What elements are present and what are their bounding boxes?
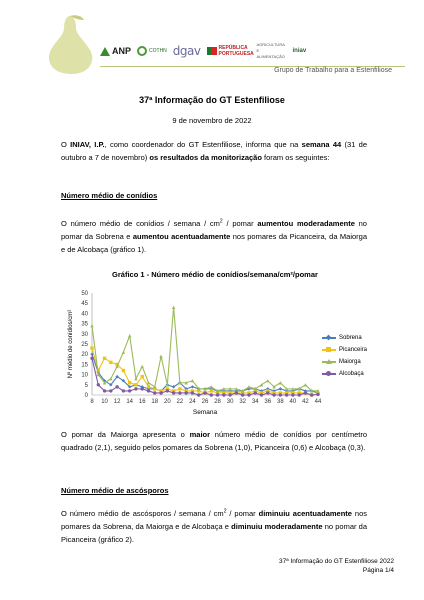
data-point <box>103 389 106 392</box>
conidios-chart <box>60 268 370 418</box>
x-tick-label: 8 <box>90 399 94 405</box>
data-point <box>147 389 150 392</box>
data-point <box>109 389 112 392</box>
data-point <box>97 383 100 386</box>
legend-swatch <box>322 361 336 363</box>
y-tick-label: 0 <box>84 393 88 399</box>
page-header <box>0 0 424 82</box>
series-line-maiorga <box>92 307 318 391</box>
x-tick-label: 22 <box>176 399 184 405</box>
data-point <box>254 391 257 394</box>
data-point <box>103 357 106 360</box>
data-point <box>191 391 194 394</box>
data-point <box>147 381 150 384</box>
republica-portuguesa-logo: REPÚBLICA PORTUGUESA <box>207 45 251 57</box>
agricultura-logo: AGRICULTURA E ALIMENTAÇÃO <box>256 42 285 59</box>
data-point <box>266 391 269 394</box>
data-point <box>203 391 206 394</box>
group-title: Grupo de Trabalho para a Estenfiliose <box>274 67 392 74</box>
data-point <box>291 393 294 396</box>
legend-label: Sobrena <box>339 335 362 341</box>
legend-label: Alcobaça <box>339 371 364 377</box>
data-point <box>216 393 219 396</box>
footer-document-title: 37ª Informação do GT Estenfiliose 2022 <box>278 558 394 565</box>
data-point <box>134 383 137 386</box>
chart-title: Gráfico 1 - Número médio de conídios/semana/cm²/pomar <box>112 270 318 279</box>
x-tick-label: 38 <box>276 399 284 405</box>
legend-swatch <box>322 373 336 375</box>
pear-logo-icon <box>40 14 98 76</box>
section-heading-ascosporos: Número médio de ascósporos <box>61 486 169 495</box>
document-date: 9 de novembro de 2022 <box>172 116 252 125</box>
data-point <box>184 391 187 394</box>
y-tick-label: 5 <box>84 382 88 389</box>
data-point <box>279 393 282 396</box>
data-point <box>115 385 118 388</box>
data-point <box>166 389 169 392</box>
y-tick-label: 35 <box>81 321 88 328</box>
data-point <box>141 365 144 368</box>
x-tick-label: 26 <box>201 399 209 405</box>
data-point <box>147 385 150 388</box>
data-point <box>210 393 213 396</box>
intro-paragraph: O INIAV, I.P., como coordenador do GT Estenfiliose, informa que na semana 44 (31 de outubro a 7 de novembro) os resultados da monitorização foram os seguintes: <box>61 140 367 162</box>
ascosporos-paragraph: O número médio de ascósporos / semana / $cm^2$ / pomar diminuiu acentuadamente nos pomares da Sobrena, da Maiorga e de Alcobaça e diminuiu moderadamente no pomar da Picanceira (gráfico 2). <box>61 508 368 544</box>
legend-item <box>322 356 367 368</box>
x-tick-label: 36 <box>264 399 272 405</box>
legend-label: Picanceira <box>339 347 368 353</box>
iniav-logo: iniav <box>292 48 307 54</box>
data-point <box>235 391 238 394</box>
data-point <box>197 393 200 396</box>
x-tick-label: 34 <box>251 399 259 405</box>
footer-page-number: Página 1/4 <box>362 567 394 574</box>
x-tick-label: 12 <box>113 399 121 405</box>
conidios-paragraph: O número médio de conídios / semana / $cm^2$ / pomar aumentou moderadamente no pomar da Sobrena e aumentou acentuadamente nos pomares da Picanceira, da Maiorga e de Alcobaça (gráfico 1). <box>61 218 368 254</box>
y-tick-label: 20 <box>81 352 88 359</box>
data-point <box>90 324 93 327</box>
cothn-logo: COTHN <box>137 46 167 56</box>
data-point <box>304 383 307 386</box>
data-point <box>90 346 93 349</box>
section-heading-conidios: Número médio de conídios <box>61 191 158 200</box>
maiorga-paragraph: O pomar da Maiorga apresenta o maior número médio de conídios por centímetro quadrado (2,1), seguido pelos pomares da Sobrena (1,0), Picanceira (0,6) e Alcobaça (0,3). <box>61 430 367 452</box>
x-tick-label: 42 <box>302 399 309 405</box>
data-point <box>316 393 319 396</box>
data-point <box>260 393 263 396</box>
data-point <box>122 350 125 353</box>
data-point <box>134 387 137 390</box>
x-tick-label: 32 <box>239 399 247 405</box>
x-axis-label: Semana <box>192 409 218 416</box>
data-point <box>310 393 313 396</box>
x-tick-label: 10 <box>101 399 108 405</box>
data-point <box>128 334 131 337</box>
data-point <box>297 393 300 396</box>
data-point <box>122 389 125 392</box>
data-point <box>279 381 282 384</box>
x-tick-label: 28 <box>214 399 221 405</box>
data-point <box>159 355 162 358</box>
x-tick-label: 18 <box>151 399 159 405</box>
data-point <box>178 391 181 394</box>
data-point <box>191 385 194 388</box>
partner-logos <box>100 42 405 60</box>
data-point <box>109 361 112 364</box>
y-tick-label: 40 <box>81 311 88 318</box>
data-point <box>272 393 275 396</box>
data-point <box>222 393 225 396</box>
legend-item <box>322 368 367 380</box>
x-tick-label: 30 <box>226 399 234 405</box>
data-point <box>128 389 131 392</box>
y-tick-label: 50 <box>81 291 88 297</box>
anp-logo: ANP <box>100 47 131 56</box>
data-point <box>178 387 181 390</box>
x-tick-label: 44 <box>314 399 322 405</box>
legend-item <box>322 332 367 344</box>
legend-swatch <box>322 349 336 351</box>
x-tick-label: 20 <box>163 399 171 405</box>
data-point <box>153 391 156 394</box>
legend-label: Maiorga <box>339 359 361 365</box>
chart-legend <box>322 332 367 380</box>
legend-swatch <box>322 337 336 339</box>
data-point <box>279 387 282 390</box>
page-title: 37ª Informação do GT Estenfiliose <box>139 95 285 105</box>
data-point <box>141 375 144 378</box>
y-tick-label: 25 <box>81 342 88 348</box>
data-point <box>122 369 125 372</box>
data-point <box>241 393 244 396</box>
data-point <box>247 393 250 396</box>
data-point <box>228 393 231 396</box>
y-tick-label: 15 <box>81 362 88 369</box>
x-tick-label: 40 <box>289 399 297 405</box>
y-tick-label: 30 <box>81 331 88 338</box>
x-tick-label: 14 <box>126 399 134 405</box>
data-point <box>266 379 269 382</box>
data-point <box>210 389 213 392</box>
dgav-logo: dgav <box>172 44 201 58</box>
y-axis-label: Nº médio de conídios/cm² <box>68 309 74 379</box>
data-point <box>159 391 162 394</box>
y-tick-label: 10 <box>81 372 88 379</box>
data-point <box>172 306 175 309</box>
page-footer <box>279 557 394 575</box>
data-point <box>172 391 175 394</box>
x-tick-label: 24 <box>189 399 196 405</box>
x-tick-label: 16 <box>138 399 146 405</box>
data-point <box>90 357 93 360</box>
data-point <box>285 393 288 396</box>
data-point <box>128 381 131 384</box>
data-point <box>304 391 307 394</box>
y-tick-label: 45 <box>81 301 88 308</box>
legend-item <box>322 344 367 356</box>
data-point <box>141 387 144 390</box>
